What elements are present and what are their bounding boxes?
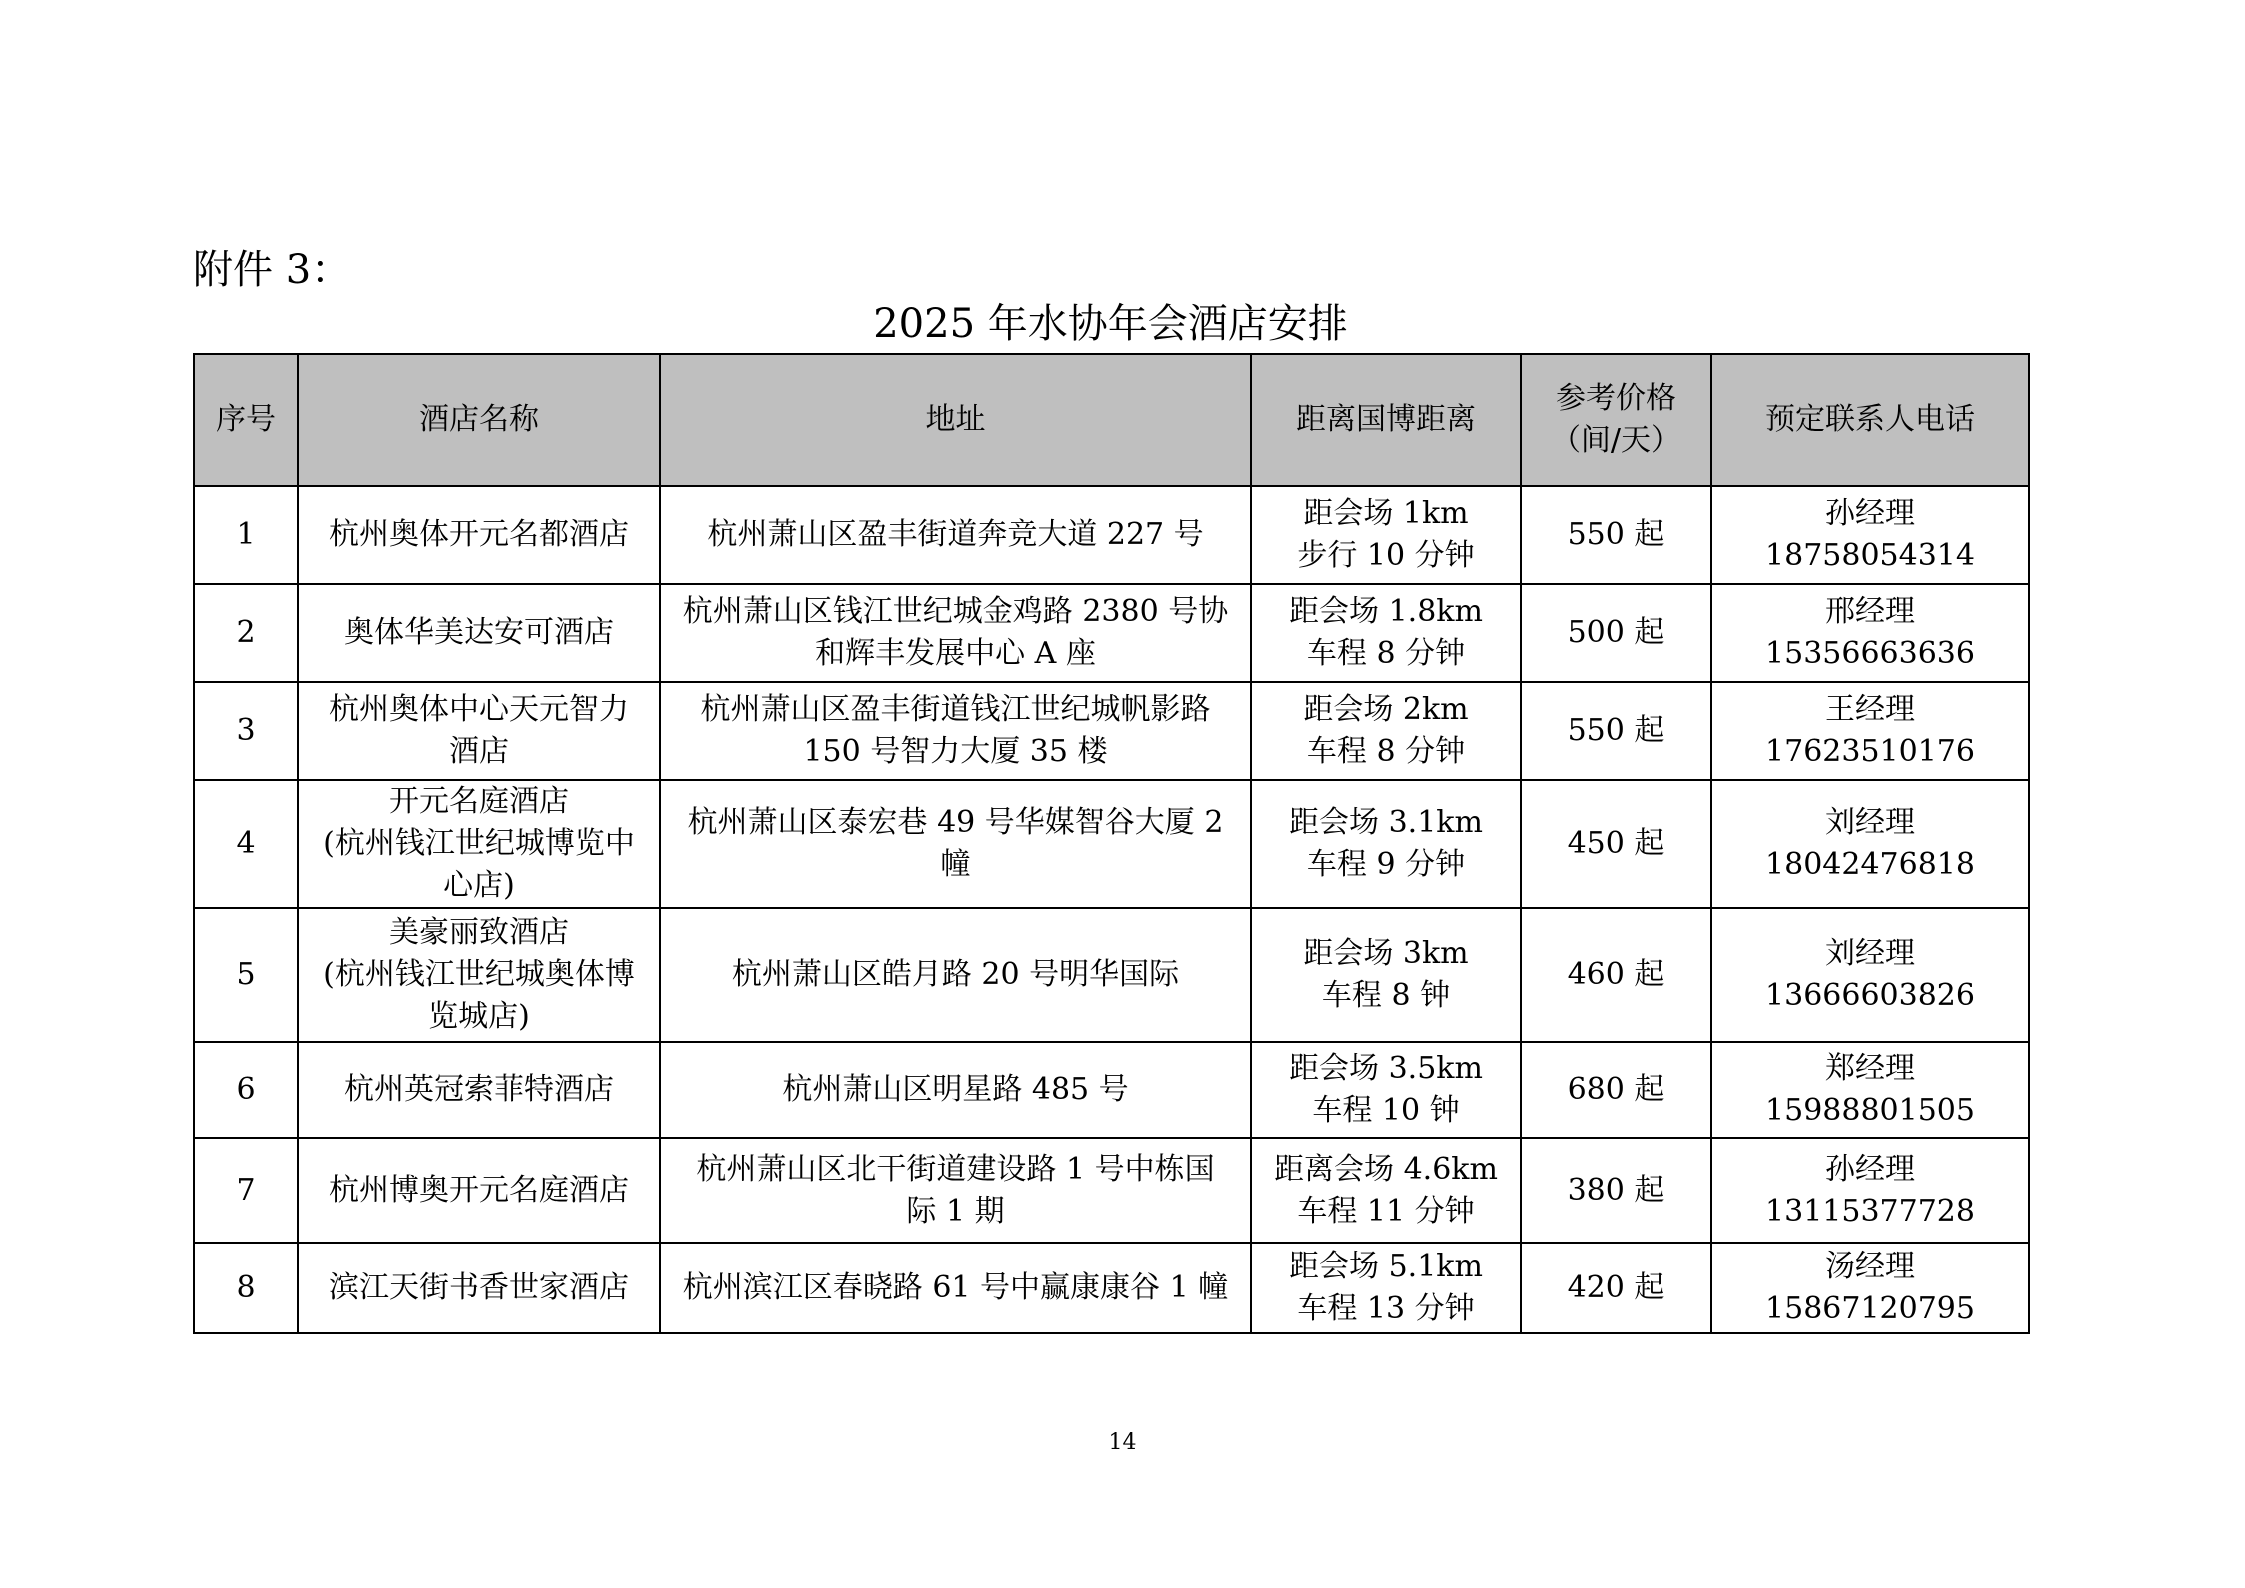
cell-price: 550 起 — [1521, 682, 1711, 780]
cell-distance-line: 距会场 3.5km — [1289, 1051, 1483, 1086]
table-row — [194, 780, 2029, 908]
cell-distance — [1251, 908, 1521, 1042]
cell-address-line: 杭州萧山区皓月路 20 号明华国际 — [731, 957, 1180, 992]
cell-distance — [1251, 584, 1521, 682]
cell-hotel-name-line: 酒店 — [449, 734, 509, 769]
cell-address-line: 150 号智力大厦 35 楼 — [803, 734, 1108, 769]
cell-hotel-name-line: 杭州博奥开元名庭酒店 — [329, 1172, 629, 1208]
table-row — [194, 584, 2029, 682]
header-price-line1: 参考价格 — [1556, 381, 1676, 416]
hotel-table — [193, 353, 2030, 1334]
cell-hotel-name-line: 杭州英冠索菲特酒店 — [344, 1072, 614, 1107]
cell-address-line: 杭州萧山区北干街道建设路 1 号中栋国 — [696, 1151, 1215, 1187]
cell-price: 500 起 — [1521, 584, 1711, 682]
header-price — [1521, 354, 1711, 486]
cell-contact: 邢经理 15356663636 — [1711, 584, 2029, 682]
table-row — [194, 1243, 2029, 1333]
cell-contact: 刘经理 13666603826 — [1711, 908, 2029, 1042]
cell-hotel-name — [298, 780, 660, 908]
cell-address-line: 杭州萧山区钱江世纪城金鸡路 2380 号协 — [682, 594, 1229, 629]
cell-hotel-name-line: 滨江天街书香世家酒店 — [329, 1270, 629, 1305]
cell-address-line: 幢 — [940, 847, 971, 882]
cell-address-line: 杭州萧山区泰宏巷 49 号华媒智谷大厦 2 — [687, 805, 1224, 840]
cell-distance-line: 车程 8 分钟 — [1306, 734, 1466, 769]
cell-distance — [1251, 1138, 1521, 1243]
cell-address-line: 杭州萧山区盈丰街道奔竞大道 227 号 — [707, 517, 1204, 552]
cell-index: 5 — [194, 908, 298, 1042]
cell-hotel-name — [298, 1243, 660, 1333]
cell-contact: 郑经理 15988801505 — [1711, 1042, 2029, 1138]
cell-price: 460 起 — [1521, 908, 1711, 1042]
cell-address — [660, 780, 1251, 908]
cell-distance-line: 距会场 5.1km — [1289, 1249, 1483, 1284]
cell-hotel-name-line: (杭州钱江世纪城奥体博 — [323, 957, 635, 992]
cell-address — [660, 908, 1251, 1042]
page-number: 14 — [1108, 1430, 1137, 1455]
cell-distance — [1251, 486, 1521, 584]
cell-address — [660, 1243, 1251, 1333]
cell-distance-line: 距会场 1.8km — [1289, 594, 1483, 629]
cell-hotel-name-line: 心店) — [443, 868, 515, 903]
cell-index: 2 — [194, 584, 298, 682]
cell-hotel-name-line: 杭州奥体开元名都酒店 — [329, 517, 629, 552]
table-row — [194, 486, 2029, 584]
header-contact: 预定联系人电话 — [1711, 354, 2029, 486]
cell-contact: 刘经理 18042476818 — [1711, 780, 2029, 908]
table-row — [194, 682, 2029, 780]
cell-address — [660, 486, 1251, 584]
cell-address — [660, 584, 1251, 682]
cell-distance-line: 距会场 3km — [1303, 936, 1469, 971]
cell-hotel-name-line: 开元名庭酒店 — [389, 784, 569, 819]
cell-price: 380 起 — [1521, 1138, 1711, 1243]
cell-distance-line: 车程 13 分钟 — [1297, 1291, 1475, 1326]
cell-hotel-name-line: 览城店) — [428, 999, 530, 1034]
cell-distance-line: 距会场 3.1km — [1289, 805, 1483, 840]
cell-distance-line: 车程 10 钟 — [1312, 1093, 1460, 1128]
cell-hotel-name — [298, 1138, 660, 1243]
cell-address-line: 和辉丰发展中心 A 座 — [815, 636, 1096, 671]
cell-hotel-name-line: 奥体华美达安可酒店 — [344, 615, 614, 650]
cell-address — [660, 1138, 1251, 1243]
cell-distance — [1251, 1042, 1521, 1138]
cell-hotel-name-line: 美豪丽致酒店 — [389, 915, 569, 950]
cell-distance — [1251, 1243, 1521, 1333]
cell-distance — [1251, 682, 1521, 780]
cell-contact: 汤经理 15867120795 — [1711, 1243, 2029, 1333]
cell-index: 4 — [194, 780, 298, 908]
cell-address-line: 杭州萧山区明星路 485 号 — [782, 1072, 1129, 1107]
cell-index: 6 — [194, 1042, 298, 1138]
table-header-row — [194, 354, 2029, 486]
cell-address — [660, 682, 1251, 780]
table-row — [194, 908, 2029, 1042]
cell-index: 1 — [194, 486, 298, 584]
cell-distance-line: 车程 9 分钟 — [1306, 847, 1466, 882]
cell-index: 3 — [194, 682, 298, 780]
cell-contact: 孙经理 18758054314 — [1711, 486, 2029, 584]
cell-price: 420 起 — [1521, 1243, 1711, 1333]
document-title: 2025 年水协年会酒店安排 — [873, 301, 1348, 347]
cell-address — [660, 1042, 1251, 1138]
header-hotel-name: 酒店名称 — [298, 354, 660, 486]
cell-contact: 王经理 17623510176 — [1711, 682, 2029, 780]
cell-address-line: 杭州萧山区盈丰街道钱江世纪城帆影路 — [700, 692, 1211, 727]
cell-contact: 孙经理 13115377728 — [1711, 1138, 2029, 1243]
cell-distance — [1251, 780, 1521, 908]
cell-hotel-name-line: (杭州钱江世纪城博览中 — [323, 826, 635, 861]
cell-hotel-name — [298, 486, 660, 584]
cell-hotel-name — [298, 908, 660, 1042]
cell-hotel-name — [298, 584, 660, 682]
cell-distance-line: 车程 8 分钟 — [1306, 636, 1466, 671]
cell-hotel-name-line: 杭州奥体中心天元智力 — [329, 692, 629, 727]
header-distance: 距离国博距离 — [1251, 354, 1521, 486]
table-body — [194, 486, 2029, 1333]
cell-distance-line: 车程 8 钟 — [1321, 978, 1451, 1013]
table-row — [194, 1138, 2029, 1243]
attachment-label: 附件 3： — [193, 247, 352, 293]
cell-distance-line: 步行 10 分钟 — [1297, 538, 1475, 573]
cell-hotel-name — [298, 682, 660, 780]
header-address: 地址 — [660, 354, 1251, 486]
cell-address-line: 际 1 期 — [906, 1193, 1005, 1229]
cell-price: 550 起 — [1521, 486, 1711, 584]
cell-distance-line: 车程 11 分钟 — [1297, 1193, 1475, 1229]
cell-index: 7 — [194, 1138, 298, 1243]
header-price-line2: （间/天） — [1550, 423, 1682, 458]
cell-distance-line: 距会场 2km — [1303, 692, 1469, 727]
cell-price: 450 起 — [1521, 780, 1711, 908]
cell-index: 8 — [194, 1243, 298, 1333]
table-row — [194, 1042, 2029, 1138]
cell-price: 680 起 — [1521, 1042, 1711, 1138]
cell-distance-line: 距离会场 4.6km — [1274, 1151, 1498, 1187]
cell-hotel-name — [298, 1042, 660, 1138]
cell-address-line: 杭州滨江区春晓路 61 号中赢康康谷 1 幢 — [682, 1270, 1229, 1305]
header-index: 序号 — [194, 354, 298, 486]
cell-distance-line: 距会场 1km — [1303, 496, 1469, 531]
